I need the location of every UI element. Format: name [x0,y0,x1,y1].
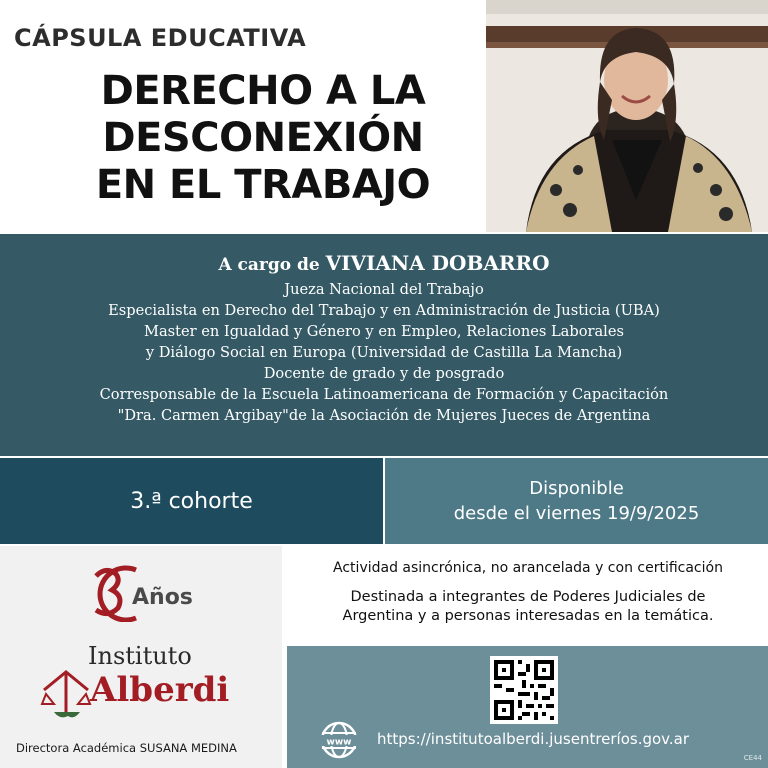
institute-logo-panel [0,546,282,768]
speaker-credentials [0,279,768,426]
anniversary-label: Años [132,585,193,610]
speaker-bio-panel [0,234,768,456]
qr-code-graphic [490,656,558,724]
credential-line: Especialista en Derecho del Trabajo y en Administración de Justicia (UBA) [108,302,660,319]
title-line-3: EN EL TRABAJO [95,162,431,208]
kicker-text: CÁPSULA EDUCATIVA [14,24,307,52]
speaker-name: VIVIANA DOBARRO [325,251,550,275]
speaker-prefix: A cargo de [218,255,320,275]
activity-type: Actividad asincrónica, no arancelada y con certificación [333,560,723,576]
anniversary-30-icon [90,562,210,622]
activity-info [288,560,768,626]
speaker-photo [486,0,768,232]
page-title [48,68,478,209]
audience-line-2: Argentina y a personas interesadas en la temática. [342,608,714,624]
credential-line: Corresponsable de la Escuela Latinoamericana de Formación y Capacitación [99,386,669,403]
speaker-heading [0,251,768,275]
title-line-1: DERECHO A LA [100,68,426,114]
title-line-2: DESCONEXIÓN [102,115,424,161]
cohort-badge: 3.ª cohorte [0,458,383,544]
url-panel [287,646,768,768]
footer-section [0,546,768,768]
director-credit: Directora Académica SUSANA MEDINA [16,741,237,755]
credential-line: Jueza Nacional del Trabajo [284,281,484,298]
availability-line-2: desde el viernes 19/9/2025 [453,503,700,524]
anniversary-logo [90,562,210,622]
audience-text [288,588,768,626]
www-label: www [326,737,352,748]
credential-line: Master en Igualdad y Género y en Empleo, Relaciones Laborales [144,323,624,340]
flyer-code: CE44 [743,754,762,762]
credential-line: y Diálogo Social en Europa (Universidad de Castilla La Mancha) [145,344,623,361]
credential-line: "Dra. Carmen Argibay"de la Asociación de Mujeres Jueces de Argentina [117,407,651,424]
availability-line-1: Disponible [529,478,624,499]
audience-line-1: Destinada a integrantes de Poderes Judiciales de [350,589,706,605]
qr-code[interactable] [490,656,558,724]
availability-box [385,458,768,544]
institute-url-link[interactable]: https://institutoalberdi.jusentreríos.gov.ar [377,730,690,748]
institute-name-main: Alberdi [90,670,230,710]
www-globe-icon [319,720,359,760]
speaker-photo-illustration [486,0,768,232]
institute-logo [40,642,260,722]
institute-name-top: Instituto [88,642,192,670]
scales-of-justice-icon [40,668,92,722]
credential-line: Docente de grado y de posgrado [263,365,505,382]
globe-icon [319,720,359,760]
